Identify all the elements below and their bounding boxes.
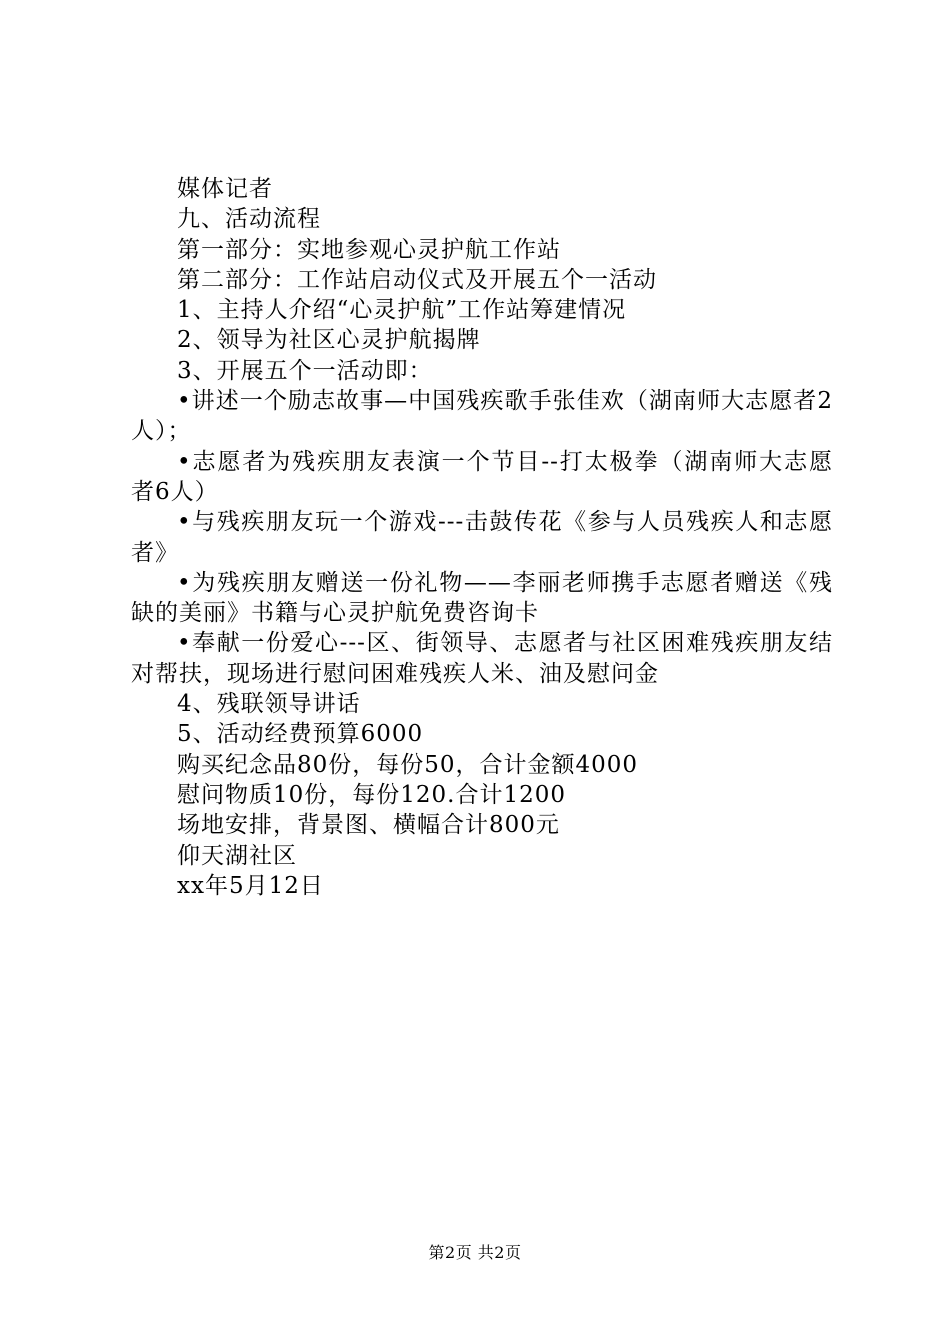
text-line-media: 媒体记者 xyxy=(177,176,273,202)
text-line-part-one: 第一部分：实地参观心灵护航工作站 xyxy=(177,236,561,263)
document-body xyxy=(131,174,833,901)
signature-organization: 仰天湖社区 xyxy=(177,842,297,869)
text-line-item-5-budget: 5、活动经费预算6000 xyxy=(177,721,424,748)
text-line-budget-souvenirs: 购买纪念品80份，每份50，合计金额4000 xyxy=(177,751,639,778)
signature-date: xx年5月12日 xyxy=(177,872,324,899)
text-line-item-4: 4、残联领导讲话 xyxy=(177,691,361,718)
bullet-paragraph-performance: •志愿者为残疾朋友表演一个节目--打太极拳（湖南师大志愿者6人） xyxy=(131,448,833,505)
bullet-paragraph-donation: •奉献一份爱心---区、街领导、志愿者与社区困难残疾朋友结对帮扶，现场进行慰问困难残疾人米、油及慰问金 xyxy=(131,630,833,687)
bullet-paragraph-gift: •为残疾朋友赠送一份礼物——李丽老师携手志愿者赠送《残缺的美丽》书籍与心灵护航免费咨询卡 xyxy=(131,569,833,627)
text-line-part-two: 第二部分：工作站启动仪式及开展五个一活动 xyxy=(177,266,657,293)
text-line-item-3: 3、开展五个一活动即： xyxy=(177,357,433,384)
text-line-budget-supplies: 慰问物质10份，每份120.合计1200 xyxy=(177,781,567,808)
bullet-paragraph-story: •讲述一个励志故事—中国残疾歌手张佳欢（湖南师大志愿者2人）； xyxy=(131,388,833,445)
bullet-paragraph-game: •与残疾朋友玩一个游戏---击鼓传花《参与人员残疾人和志愿者》 xyxy=(131,509,833,566)
page-footer: 第2页 共2页 xyxy=(428,1243,522,1262)
text-line-budget-venue: 场地安排，背景图、横幅合计800元 xyxy=(177,812,560,839)
text-line-item-1: 1、主持人介绍“心灵护航”工作站筹建情况 xyxy=(177,297,627,324)
section-heading-activity-flow: 九、活动流程 xyxy=(177,206,321,233)
text-line-item-2: 2、领导为社区心灵护航揭牌 xyxy=(177,327,481,354)
